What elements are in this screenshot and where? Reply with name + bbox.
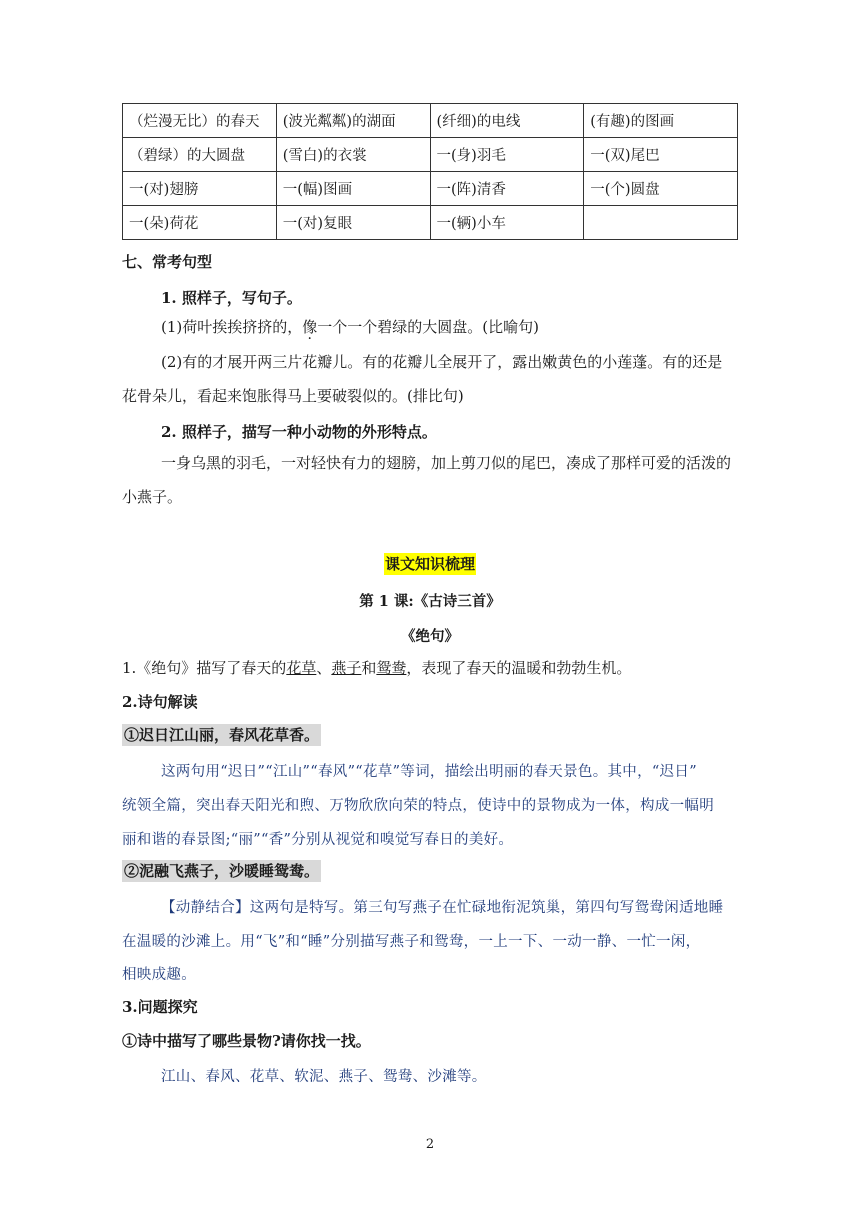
vocab-cell: 一(阵)清香	[430, 172, 584, 206]
page-number: 2	[425, 1137, 435, 1152]
vocab-cell	[584, 206, 738, 240]
vocab-row	[123, 172, 738, 206]
vocab-cell: 一(对)复眼	[276, 206, 430, 240]
knowledge-title-highlight: 课文知识梳理	[384, 555, 475, 573]
verse-2-explanation-line-1: 【动静结合】这两句是特写。第三句写燕子在忙碌地衔泥筑巢，第四句写鸳鸯闲适地睡	[161, 900, 724, 916]
vocab-cell: (纤细)的电线	[430, 104, 584, 138]
emphasis-dot-char: 像	[302, 318, 318, 336]
vocab-cell: (波光粼粼)的湖面	[276, 104, 430, 138]
vocab-cell: 一(幅)图画	[276, 172, 430, 206]
poem-title: 《绝句》	[401, 628, 459, 645]
inquiry-question: ①诗中描写了哪些景物?请你找一找。	[122, 1032, 371, 1050]
example-sentence-3-line-1: 一身乌黑的羽毛，一对轻快有力的翅膀，加上剪刀似的尾巴，凑成了那样可爱的活泼的	[161, 454, 732, 472]
example-sentence-3-line-2: 小燕子。	[122, 488, 183, 506]
underlined-word: 花草	[286, 659, 317, 677]
example-1-text: (1)荷叶挨挨挤挤的，	[161, 318, 303, 336]
vocab-cell: 一(朵)荷花	[123, 206, 277, 240]
vocab-row	[123, 206, 738, 240]
question-1-title: 1. 照样子，写句子。	[161, 289, 302, 307]
section-heading-inquiry: 3.问题探究	[122, 998, 198, 1016]
verse-1	[122, 724, 321, 745]
underlined-word: 燕子	[331, 659, 362, 677]
summary-text: 1.《绝句》描写了春天的	[122, 659, 287, 677]
poem-summary	[122, 657, 631, 678]
example-sentence-2-line-1: (2)有的才展开两三片花瓣儿。有的花瓣儿全展开了，露出嫩黄色的小莲蓬。有的还是	[161, 353, 723, 371]
vocab-row	[123, 104, 738, 138]
vocab-cell: (有趣)的图画	[584, 104, 738, 138]
summary-text: 、	[316, 659, 332, 677]
example-1-text-end: 一个一个碧绿的大圆盘。(比喻句)	[317, 318, 539, 336]
example-sentence-1	[161, 316, 539, 337]
example-sentence-2-line-2: 花骨朵儿，看起来饱胀得马上要破裂似的。(排比句)	[122, 387, 464, 405]
vocab-cell: 一(身)羽毛	[430, 138, 584, 172]
lesson-title: 第 1 课:《古诗三首》	[359, 593, 501, 610]
verse-1-explanation-line-1: 这两句用“迟日”“江山”“春风”“花草”等词，描绘出明丽的春天景色。其中，“迟日”	[161, 764, 697, 780]
verse-2-explanation-line-3: 相映成趣。	[122, 967, 196, 983]
vocab-cell: 一(辆)小车	[430, 206, 584, 240]
vocab-table	[122, 103, 738, 240]
verse-2-highlight: ②泥融飞燕子，沙暖睡鸳鸯。	[124, 862, 320, 880]
section-heading-interpretation: 2.诗句解读	[122, 693, 198, 711]
verse-1-explanation-line-3: 丽和谐的春景图;“丽”“香”分别从视觉和嗅觉写春日的美好。	[122, 832, 514, 848]
question-2-title: 2. 照样子，描写一种小动物的外形特点。	[161, 423, 437, 441]
inquiry-answer: 江山、春风、花草、软泥、燕子、鸳鸯、沙滩等。	[161, 1069, 487, 1085]
verse-1-explanation-line-2: 统领全篇，突出春天阳光和煦、万物欣欣向荣的特点，使诗中的景物成为一体，构成一幅明	[122, 798, 714, 814]
vocab-cell: 一(双)尾巴	[584, 138, 738, 172]
vocab-cell: （碧绿）的大圆盘	[123, 138, 277, 172]
verse-2-explanation-line-2: 在温暖的沙滩上。用“飞”和“睡”分别描写燕子和鸳鸯，一上一下、一动一静、一忙一闲，	[122, 934, 701, 950]
knowledge-title	[0, 553, 860, 574]
vocab-cell: 一(对)翅膀	[123, 172, 277, 206]
verse-2	[122, 860, 321, 881]
vocab-cell: 一(个)圆盘	[584, 172, 738, 206]
verse-1-highlight: ①迟日江山丽，春风花草香。	[124, 726, 320, 744]
vocab-row	[123, 138, 738, 172]
vocab-cell: （烂漫无比）的春天	[123, 104, 277, 138]
vocab-cell: (雪白)的衣裳	[276, 138, 430, 172]
summary-text-end: ，表现了春天的温暖和勃勃生机。	[406, 659, 632, 677]
summary-text: 和	[361, 659, 377, 677]
underlined-word: 鸳鸯	[376, 659, 407, 677]
section-heading-sentence-types: 七、常考句型	[122, 253, 213, 271]
